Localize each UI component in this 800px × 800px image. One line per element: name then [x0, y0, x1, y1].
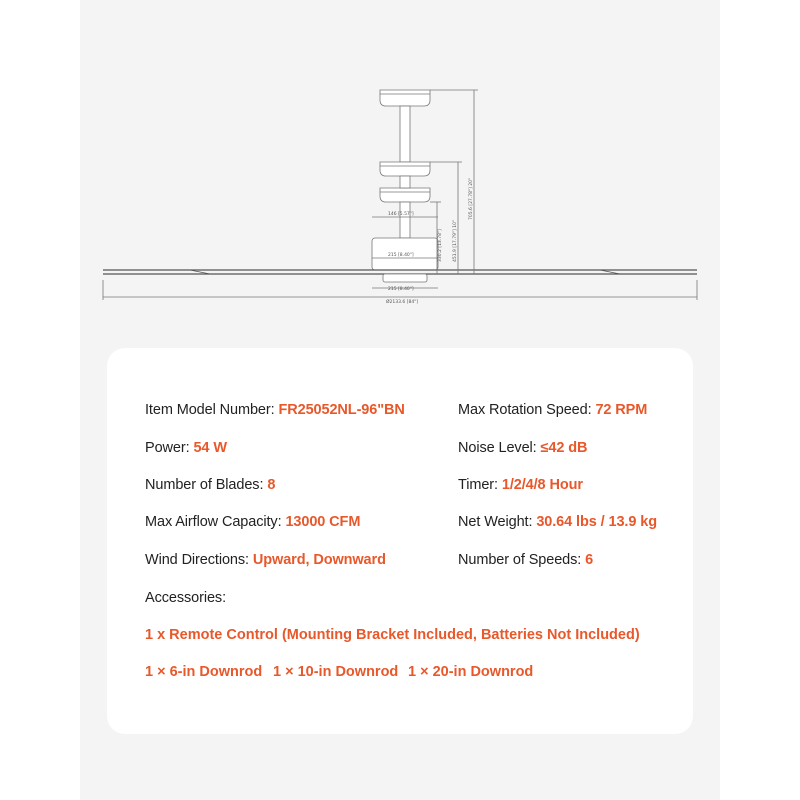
- spec-wind: [145, 552, 386, 568]
- spec-airflow: [145, 514, 360, 530]
- spec-noise-label: Noise Level:: [458, 440, 541, 456]
- spec-noise: [458, 440, 587, 456]
- spec-weight-label: Net Weight:: [458, 514, 537, 530]
- spec-rpm: [458, 402, 647, 418]
- accessory-downrod-10in: 1 × 10-in Downrod: [273, 664, 399, 680]
- accessories-heading: Accessories:: [145, 590, 226, 606]
- spec-model-label: Item Model Number:: [145, 402, 279, 418]
- spec-rpm-label: Max Rotation Speed:: [458, 402, 596, 418]
- spec-model-value: FR25052NL-96"BN: [278, 402, 405, 418]
- spec-model: [145, 402, 405, 418]
- spec-speeds: [458, 552, 593, 568]
- accessory-remote: 1 x Remote Control (Mounting Bracket Included, Batteries Not Included): [145, 627, 640, 643]
- accessory-downrod-6in: 1 × 6-in Downrod: [145, 664, 263, 680]
- spec-airflow-value: 13000 CFM: [285, 514, 361, 530]
- dim-bottom-label: 215 [8.40"]: [388, 287, 414, 292]
- spec-wind-label: Wind Directions:: [145, 552, 253, 568]
- spec-rpm-value: 72 RPM: [595, 402, 648, 418]
- spec-speeds-value: 6: [585, 552, 594, 568]
- spec-blades-value: 8: [267, 477, 276, 493]
- dim-height-1-label: 330.2 [13.78"]: [438, 229, 443, 262]
- ceiling-canopy: [380, 90, 430, 106]
- spec-power: [145, 440, 227, 456]
- downrod: [400, 106, 410, 162]
- spec-noise-value: ≤42 dB: [540, 440, 588, 456]
- spec-speeds-label: Number of Speeds:: [458, 552, 586, 568]
- spec-blades-label: Number of Blades:: [145, 477, 268, 493]
- spec-blades: [145, 477, 275, 493]
- spec-timer-value: 1/2/4/8 Hour: [501, 477, 583, 493]
- dim-height-3-label: 705.6 [27.78"] 20": [469, 177, 474, 220]
- accessory-downrod-20in: 1 × 20-in Downrod: [408, 664, 534, 680]
- dim-span-label: Ø2133.6 [84"]: [386, 300, 419, 305]
- dim-height-2-label: 451.9 [17.79"] 10": [453, 219, 458, 262]
- lower-coupler: [380, 188, 430, 202]
- spec-timer: [458, 477, 583, 493]
- spec-power-value: 54 W: [193, 440, 227, 456]
- bottom-cap: [383, 274, 427, 282]
- fan-dimension-drawing: [0, 0, 800, 340]
- spec-weight-value: 30.64 lbs / 13.9 kg: [536, 514, 657, 530]
- dim-canopy-label: 215 [8.40"]: [388, 253, 414, 258]
- spec-airflow-label: Max Airflow Capacity:: [145, 514, 286, 530]
- spec-power-label: Power:: [145, 440, 194, 456]
- spec-weight: [458, 514, 657, 530]
- dim-downrod-label: 146 [5.57"]: [388, 212, 414, 217]
- spec-timer-label: Timer:: [458, 477, 502, 493]
- spec-wind-value: Upward, Downward: [252, 552, 386, 568]
- upper-coupler: [380, 162, 430, 176]
